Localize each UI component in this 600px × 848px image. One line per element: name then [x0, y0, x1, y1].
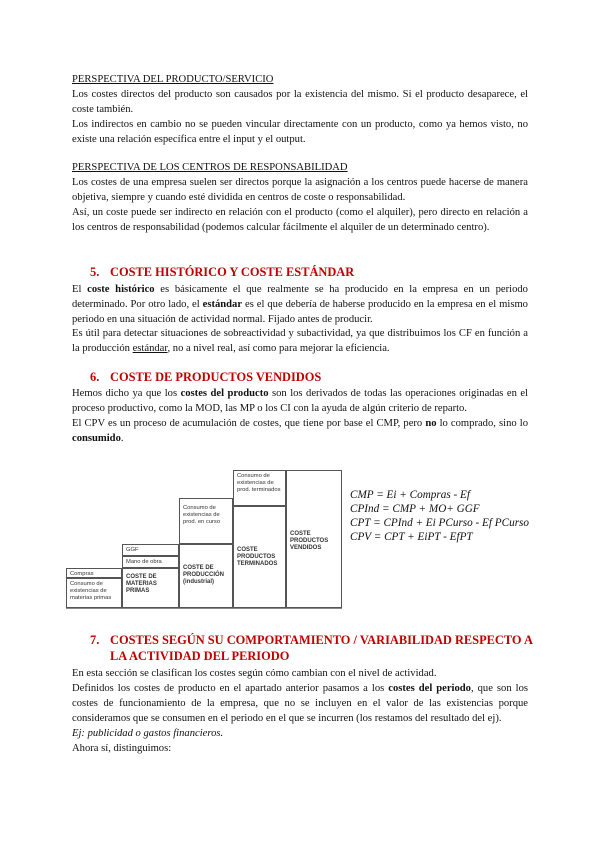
section-heading-5	[90, 264, 354, 280]
bold-term: costes del periodo	[388, 683, 471, 694]
paragraph	[72, 681, 528, 726]
text-run: , que son los costes de funcionamiento de la empresa, que no se incluyen en el valor de las existencias porque consideramos que se consumen en el periodo en el que se incurren (los restamos del resultado del ej).	[72, 683, 528, 724]
coste-vendidos-box: COSTE PRODUCTOS VENDIDOS	[286, 470, 342, 608]
text-run: es el que debería de haberse producido en la empresa en el mismo periodo en una situación de actividad normal. Fijado antes de producir.	[72, 299, 528, 325]
heading-perspectiva-producto: PERSPECTIVA DEL PRODUCTO/SERVICIO	[72, 74, 274, 85]
compras-box: Compras	[66, 568, 122, 578]
paragraph	[72, 326, 528, 356]
underlined-term: estándar	[132, 343, 168, 354]
coste-mp-box: COSTE DE MATERIAS PRIMAS	[122, 568, 179, 608]
section-heading-6	[90, 369, 321, 385]
formula-block	[350, 488, 529, 544]
paragraph: Los indirectos en cambio no se pueden vincular directamente con un producto, como ya hemos visto, no existe una relación específica entre el input y el output.	[72, 119, 528, 145]
bold-term: consumido	[72, 433, 121, 444]
section-title: COSTE DE PRODUCTOS VENDIDOS	[110, 370, 322, 384]
consumo-term-box: Consumo de existencias de prod. terminados	[233, 470, 286, 506]
formula-cpt: CPT = CPInd + Ei PCurso - Ef PCurso	[350, 517, 529, 529]
text-run: Definidos los costes de producto en el apartado anterior pasamos a los	[72, 683, 389, 694]
text-run: El CPV es un proceso de acumulación de costes, que tiene por base el CMP, pero	[72, 418, 426, 429]
section-number: 6.	[90, 370, 100, 384]
coste-terminados-box: COSTE PRODUCTOS TERMINADOS	[233, 506, 286, 608]
heading-perspectiva-centros: PERSPECTIVA DE LOS CENTROS DE RESPONSABILIDAD	[72, 162, 348, 173]
diagram-baseline	[66, 608, 342, 609]
paragraph: Ahora sí, distinguimos:	[72, 743, 172, 754]
bold-term: coste histórico	[87, 284, 155, 295]
text-run: Es útil para detectar situaciones de sobreactividad y subactividad, ya que distribuimos los CF en función a la producción	[72, 328, 528, 354]
paragraph: Los costes directos del producto son causados por la existencia del mismo. Si el producto desaparece, el coste también.	[72, 89, 528, 115]
consumo-mp-box: Consumo de existencias de materias primas	[66, 578, 122, 608]
section-heading-7	[90, 632, 533, 648]
section-title-line-2: LA ACTIVIDAD DEL PERIODO	[110, 649, 290, 663]
paragraph: En esta sección se clasifican los costes según cómo cambian con el nivel de actividad.	[72, 668, 437, 679]
ggf-box: GGF	[122, 544, 179, 556]
cost-staircase-diagram	[66, 470, 342, 610]
bold-term: estándar	[202, 299, 243, 310]
text-run: , no a nivel real, así como para mejorar la eficiencia.	[167, 343, 390, 354]
text-run: es básicamente el que realmente se ha producido en la empresa en un periodo determinado. Por otro lado, el	[72, 284, 528, 310]
text-run: son los derivados de todas las operaciones originadas en el proceso productivo, como la MOD, las MP o los CI con la ayuda de algún criterio de reparto.	[72, 388, 528, 414]
example-line: Ej: publicidad o gastos financieros.	[72, 728, 224, 739]
text-run: lo comprado, sino lo	[436, 418, 528, 429]
section-number: 7.	[90, 633, 100, 647]
bold-term: costes del producto	[180, 388, 269, 399]
section-title: COSTE HISTÓRICO Y COSTE ESTÁNDAR	[110, 265, 355, 279]
coste-produccion-box: COSTE DE PRODUCCIÓN (industrial)	[179, 544, 233, 608]
formula-cmp: CMP = Ei + Compras - Ef	[350, 489, 470, 501]
formula-cpv: CPV = CPT + EiPT - EfPT	[350, 531, 473, 543]
text-run: .	[120, 433, 124, 444]
consumo-proc-box: Consumo de existencias de prod. en curso	[179, 498, 233, 544]
bold-term: no	[425, 418, 437, 429]
section-title: COSTES SEGÚN SU COMPORTAMIENTO / VARIABILIDAD RESPECTO A	[110, 633, 533, 647]
text-run: Hemos dicho ya que los	[72, 388, 181, 399]
text-run: El	[72, 284, 88, 295]
section-number: 5.	[90, 265, 100, 279]
formula-cpind: CPInd = CMP + MO+ GGF	[350, 503, 480, 515]
paragraph	[72, 416, 528, 446]
paragraph: Los costes de una empresa suelen ser directos porque la asignación a los centros puede hacerse de manera objetiva, siempre y cuando esté dividida en centros de coste o responsabilidad.	[72, 177, 528, 203]
paragraph	[72, 386, 528, 416]
paragraph	[72, 282, 528, 327]
mano-obra-box: Mano de obra	[122, 556, 179, 568]
paragraph: Así, un coste puede ser indirecto en relación con el producto (como el alquiler), pero directo en relación a los centros de responsabilidad (podemos calcular fácilmente el alquiler de un determinado centro).	[72, 207, 528, 233]
